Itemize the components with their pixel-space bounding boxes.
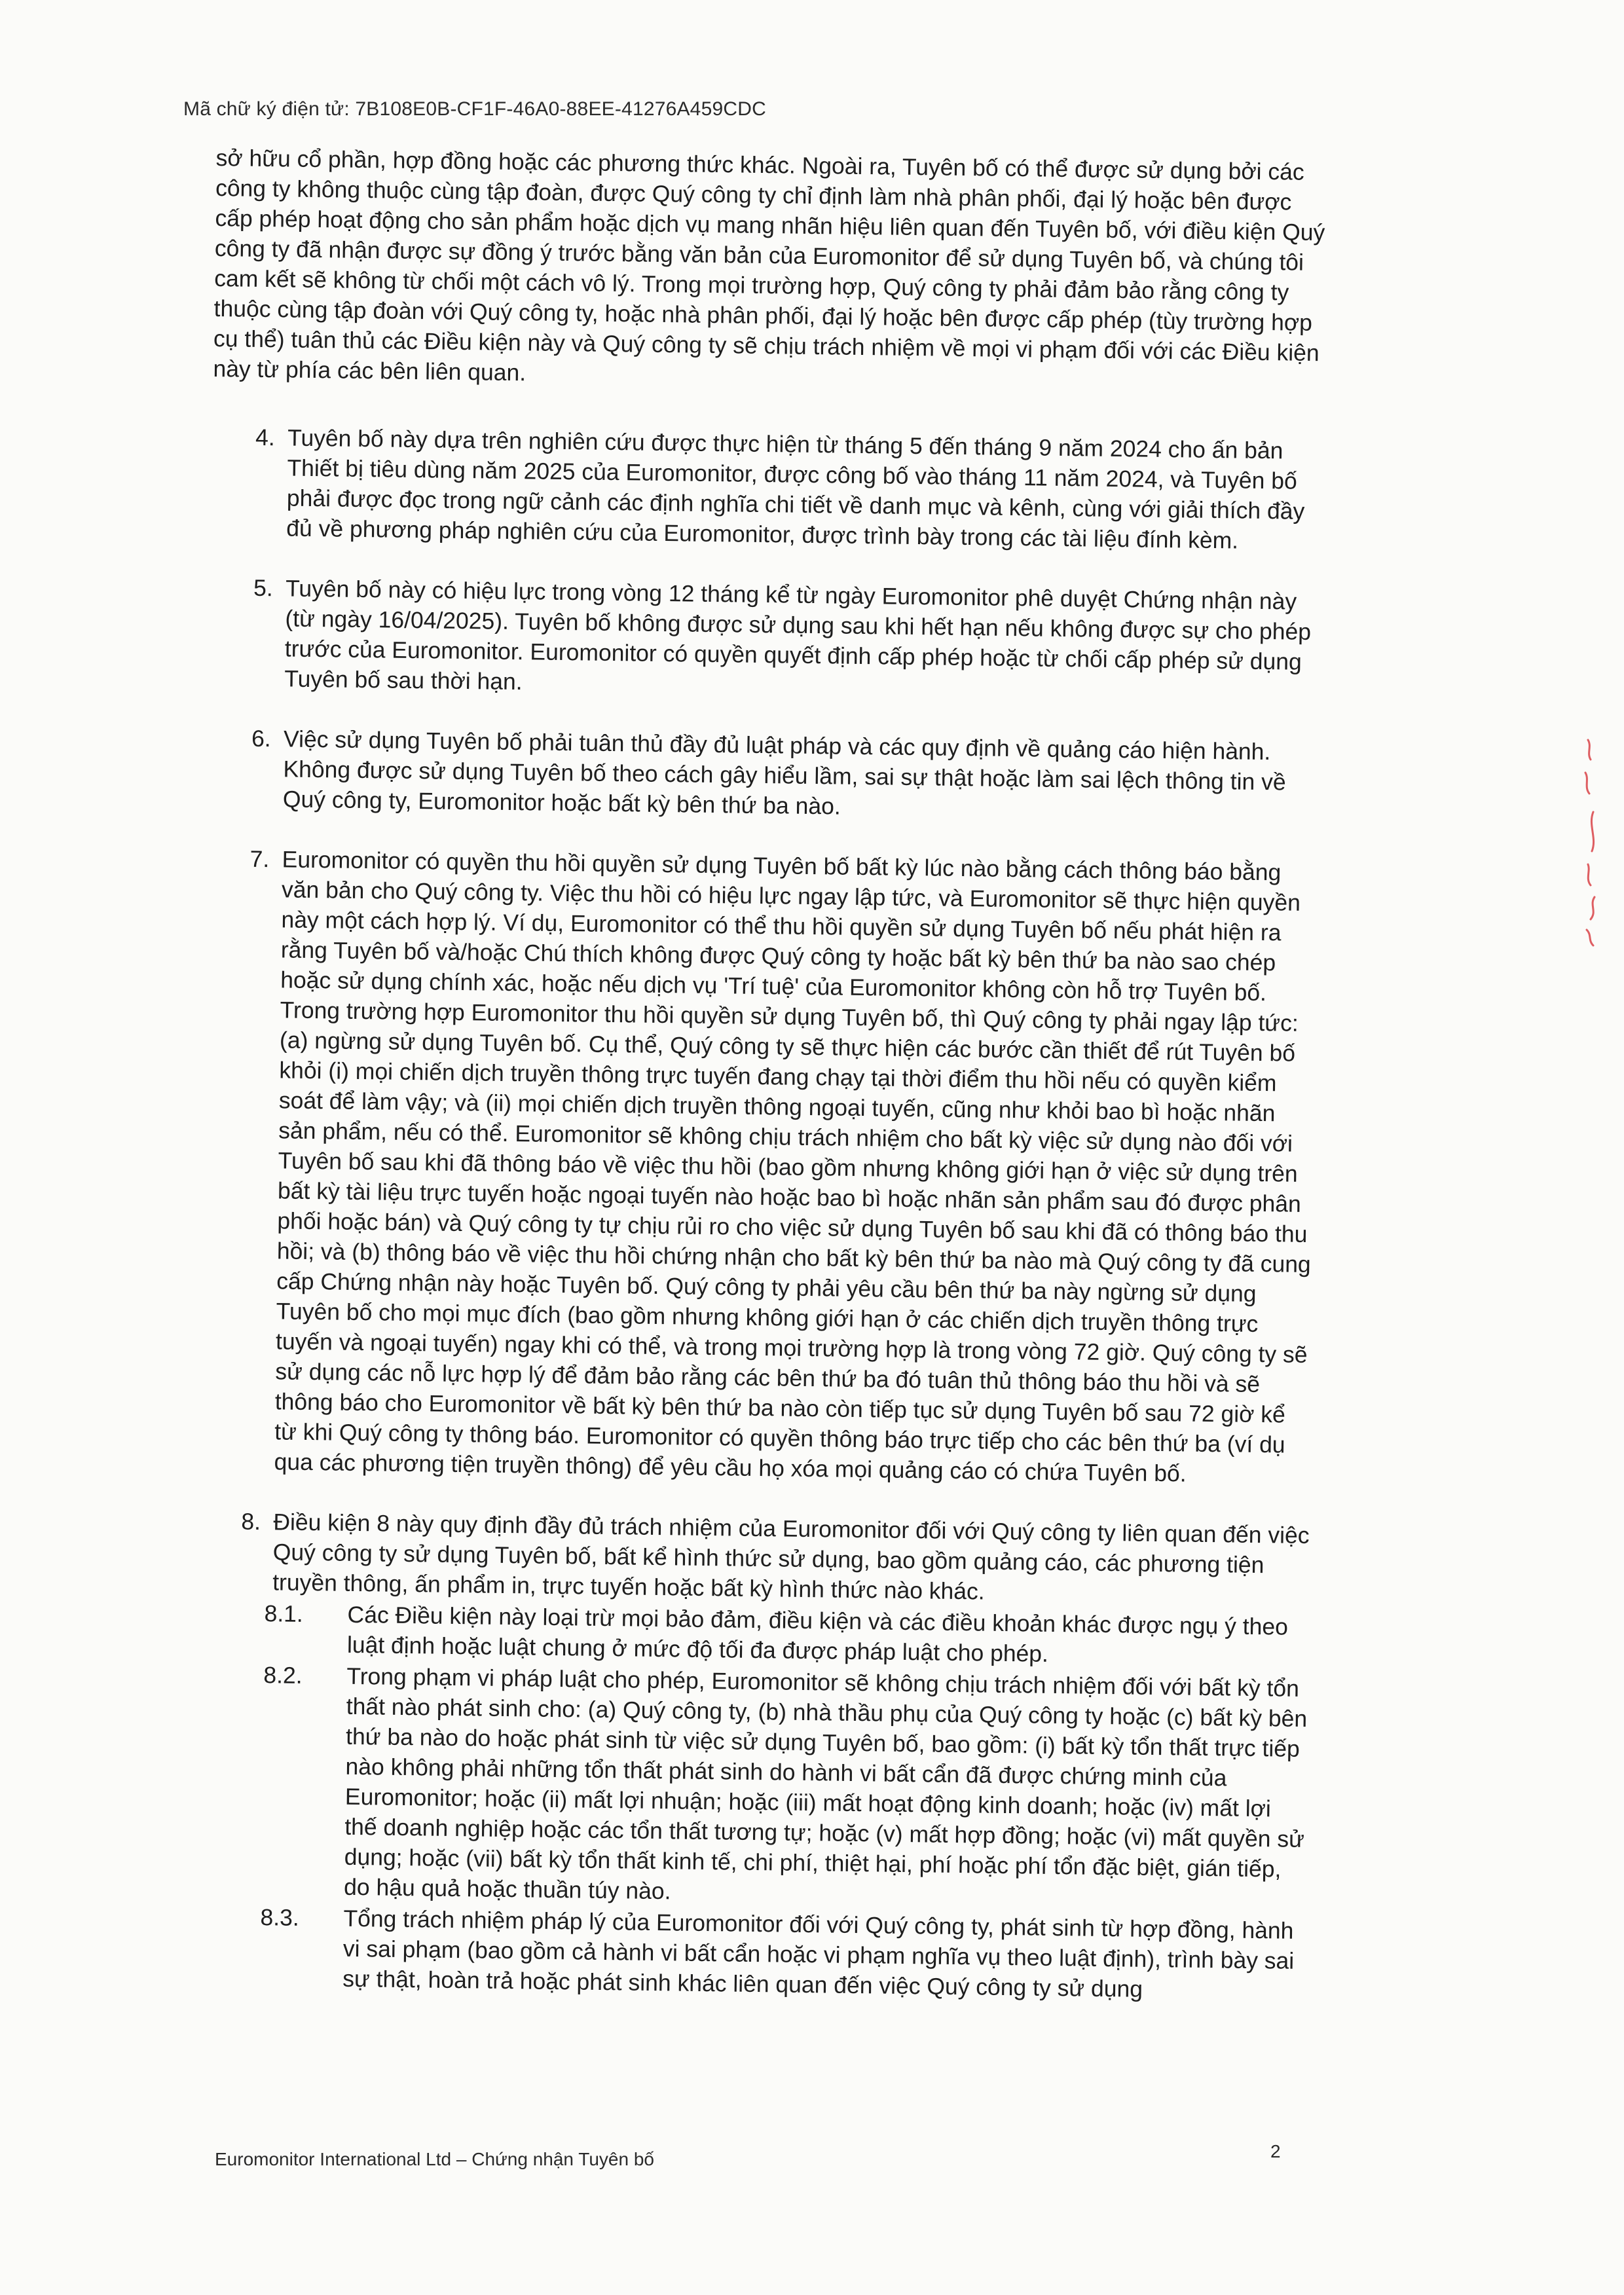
subclause-text: Các Điều kiện này loại trừ mọi bảo đảm, điều kiện và các điều khoản khác được ngụ ý theo luật định hoặc luật chung ở mức độ tối đa được pháp luật cho phép.: [346, 1601, 1289, 1667]
electronic-signature-code: Mã chữ ký điện tử: 7B108E0B-CF1F-46A0-88EE-41276A459CDC: [183, 98, 766, 120]
intro-paragraph: sở hữu cổ phần, hợp đồng hoặc các phương thức khác. Ngoài ra, Tuyên bố có thể được sử dụng bởi các công ty không thuộc cùng tập đoàn, được Quý công ty chỉ định làm nhà phân phối, đại lý hoặc bên được cấp phép hoạt động cho sản phẩm hoặc dịch vụ mang nhãn hiệu liên quan đến Tuyên bố, với điều kiện Quý công ty đã nhận được sự đồng ý trước bằng văn bản của Euromonitor để sử dụng Tuyên bố, và chúng tôi cam kết sẽ không từ chối một cách vô lý. Trong mọi trường hợp, Quý công ty phải đảm bảo rằng công ty thuộc cùng tập đoàn với Quý công ty, hoặc nhà phân phối, đại lý hoặc bên được cấp phép (tùy trường hợp cụ thể) tuân thủ các Điều kiện này và Quý công ty sẽ chịu trách nhiệm về mọi vi phạm đối với các Điều kiện này từ phía các bên liên quan.: [213, 144, 1325, 386]
clause-6: [208, 723, 1322, 828]
document-body: [192, 143, 1329, 2006]
page-number: 2: [1270, 2141, 1281, 2161]
subclause-text: Trong phạm vi pháp luật cho phép, Euromonitor sẽ không chịu trách nhiệm đối với bất kỳ tổn thất nào phát sinh cho: (a) Quý công ty, (b) nhà thầu phụ của Quý công ty hoặc (c) bất kỳ bên thứ ba nào do hoặc phát sinh từ việc sử dụng Tuyên bố, bao gồm: (i) bất kỳ tổn thất trực tiếp nào không phải những tổn thất phát sinh do hành vi bất cẩn đã được chứng minh của Euromonitor; hoặc (ii) mất lợi nhuận; hoặc (iii) mất hoạt động kinh doanh; hoặc (iv) mất lợi thế doanh nghiệp hoặc các tổn thất tương tự; hoặc (v) mất hợp đồng; hoặc (vi) mất quyền sử dụng; hoặc (vii) bất kỳ tổn thất kinh tế, chi phí, thiệt hại, phí hoặc phí tổn đặc biệt, gián tiếp, do hậu quả hoặc thuần túy nào.: [343, 1662, 1308, 1905]
footer-company: Euromonitor International Ltd – Chứng nhận Tuyên bố: [215, 2149, 654, 2169]
clause-number: 5.: [253, 574, 273, 602]
clause-7: [198, 843, 1320, 1490]
clause-4: [211, 422, 1325, 557]
clause-text: Tuyên bố này có hiệu lực trong vòng 12 tháng kể từ ngày Euromonitor phê duyệt Chứng nhận này (từ ngày 16/04/2025). Tuyên bố không được sử dụng sau khi hết hạn nếu không được sự cho phép trước của Euromonitor. Euromonitor có quyền quyết định cấp phép hoặc từ chối cấp phép sử dụng Tuyên bố sau thời hạn.: [284, 575, 1312, 695]
clause-8-1: [264, 1598, 1310, 1672]
subclause-number: 8.1.: [264, 1600, 304, 1627]
clause-text: Euromonitor có quyền thu hồi quyền sử dụng Tuyên bố bất kỳ lúc nào bằng cách thông báo bằng văn bản cho Quý công ty. Việc thu hồi có hiệu lực ngay lập tức, và Euromonitor sẽ thực hiện quyền này một cách hợp lý. Ví dụ, Euromonitor có thể thu hồi quyền sử dụng Tuyên bố nếu phát hiện ra rằng Tuyên bố và/hoặc Chú thích không được Quý công ty hoặc bất kỳ bên thứ ba nào sao chép hoặc sử dụng chính xác, hoặc nếu dịch vụ 'Trí tuệ' của Euromonitor không còn hỗ trợ Tuyên bố. Trong trường hợp Euromonitor thu hồi quyền sử dụng Tuyên bố, thì Quý công ty phải ngay lập tức: (a) ngừng sử dụng Tuyên bố. Cụ thể, Quý công ty sẽ thực hiện các bước cần thiết để rút Tuyên bố khỏi (i) mọi chiến dịch truyền thông trực tuyến đang chạy tại thời điểm thu hồi nếu có quyền kiểm soát để làm vậy; và (ii) mọi chiến dịch truyền thông ngoại tuyến, cũng như khỏi bao bì hoặc nhãn sản phẩm, nếu có thể. Euromonitor sẽ không chịu trách nhiệm cho bất kỳ việc sử dụng nào đối với Tuyên bố sau khi đã thông báo về việc thu hồi (bao gồm nhưng không giới hạn ở việc sử dụng trên bất kỳ tài liệu trực tuyến hoặc ngoại tuyến nào hoặc bao bì hoặc nhãn sản phẩm sau đó được phân phối hoặc bán) và Quý công ty tự chịu rủi ro cho việc sử dụng Tuyên bố sau khi đã có thông báo thu hồi; và (b) thông báo về việc thu hồi chứng nhận cho bất kỳ bên thứ ba nào mà Quý công ty đã cung cấp Chứng nhận này hoặc Tuyên bố. Quý công ty phải yêu cầu bên thứ ba này ngừng sử dụng Tuyên bố cho mọi mục đích (bao gồm nhưng không giới hạn ở các chiến dịch truyền thông trực tuyến và ngoại tuyến) ngay khi có thể, và trong mọi trường hợp là trong vòng 72 giờ. Quý công ty sẽ sử dụng các nỗ lực hợp lý để đảm bảo rằng các bên thứ ba đó tuân thủ thông báo thu hồi và sẽ thông báo cho Euromonitor về bất kỳ bên thứ ba nào còn tiếp tục sử dụng Tuyên bố sau 72 giờ kể từ khi Quý công ty thông báo. Euromonitor có quyền thông báo trực tiếp cho các bên thứ ba (ví dụ qua các phương tiện truyền thông) để yêu cầu họ xóa mọi quảng cáo có chứa Tuyên bố.: [274, 846, 1311, 1487]
clause-text: Điều kiện 8 này quy định đầy đủ trách nhiệm của Euromonitor đối với Quý công ty liên quan đến việc Quý công ty sử dụng Tuyên bố, bất kể hình thức sử dụng, bao gồm quảng cáo, các phương tiện truyền thông, ấn phẩm in, trực tuyến hoặc bất kỳ hình thức nào khác.: [272, 1509, 1310, 1605]
subclause-text: Tổng trách nhiệm pháp lý của Euromonitor đối với Quý công ty, phát sinh từ hợp đồng, hành vi sai phạm (bao gồm cả hành vi bất cẩn hoặc vi phạm nghĩa vụ theo luật định), trình bày sai sự thật, hoàn trả hoặc phát sinh khác liên quan đến việc Quý công ty sử dụng: [342, 1905, 1295, 2002]
clause-number: 6.: [251, 725, 271, 752]
clause-text: Việc sử dụng Tuyên bố phải tuân thủ đầy đủ luật pháp và các quy định về quảng cáo hiện hành. Không được sử dụng Tuyên bố theo cách gây hiểu lầm, sai sự thật hoặc làm sai lệch thông tin về Quý công ty, Euromonitor hoặc bất kỳ bên thứ ba nào.: [282, 725, 1286, 820]
clause-text: Tuyên bố này dựa trên nghiên cứu được thực hiện từ tháng 5 đến tháng 9 năm 2024 cho ấn bản Thiết bị tiêu dùng năm 2025 của Euromonitor, được công bố vào tháng 11 năm 2024, và Tuyên bố phải được đọc trong ngữ cảnh các định nghĩa chi tiết về danh mục và kênh, cùng với giải thích đầy đủ về phương pháp nghiên cứu của Euromonitor, được trình bày trong các tài liệu đính kèm.: [286, 424, 1305, 554]
red-stamp-edge-mark: [1568, 733, 1614, 949]
clause-number: 4.: [255, 424, 275, 451]
subclause-number: 8.2.: [263, 1662, 303, 1689]
clause-8-2: [263, 1660, 1310, 1915]
clause-5: [209, 572, 1323, 707]
clause-number: 7.: [249, 845, 270, 873]
clause-8: [192, 1506, 1312, 2006]
clause-8-3: [260, 1902, 1306, 2006]
clause-number: 8.: [241, 1508, 261, 1535]
subclause-number: 8.3.: [260, 1904, 300, 1931]
